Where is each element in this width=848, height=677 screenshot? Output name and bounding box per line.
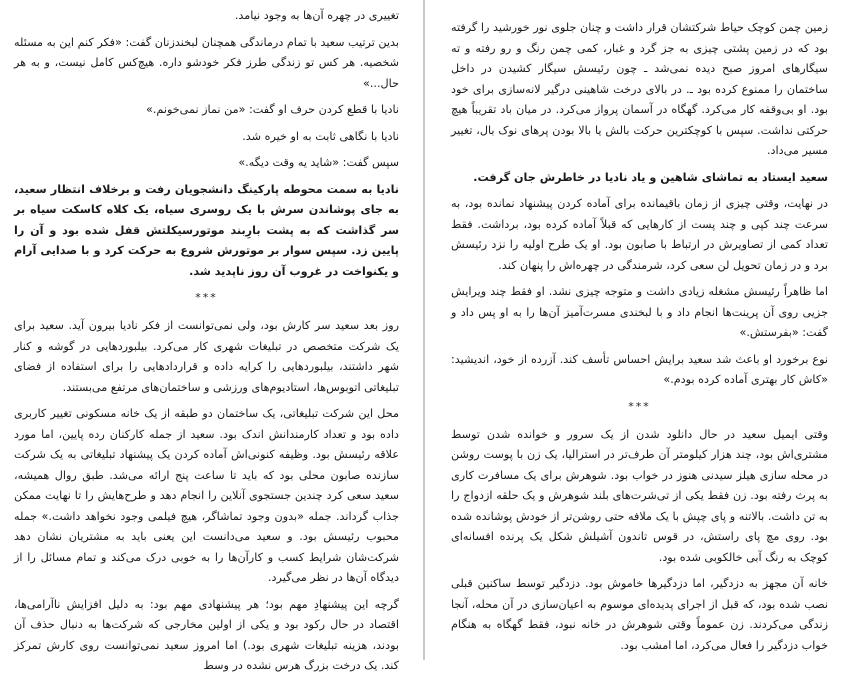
paragraph: نادیا با قطع کردن حرف او گفت: «من نماز نمی‌خونم.» (146, 103, 399, 116)
right-page (425, 0, 848, 660)
paragraph: نوع برخورد او باعث شد سعید برایش احساس تأسف کند. آزرده از خود، اندیشید: «کاش کار بهتری آماده کرده بودم.» (451, 352, 828, 386)
paragraph: روز بعد سعید سر کارش بود، ولی نمی‌توانست از فکر نادیا بیرون آید. سعید برای یک شرکت متخصص در تبلیغات شهری کار می‌کرد. بیلبوردهایی در گوشه و کنار شهر داشتند، بیلبوردهایی را کرایه داده و قراردادهایی را برای استفاده از فضای تبلیغاتی اتوبوس‌ها، استادیوم‌های ورزشی و ساختمان‌های مرتفع می‌بستند. (14, 319, 399, 394)
paragraph: وقتی ایمیل سعید در حال دانلود شدن از یک سرور و خوانده شدن توسط مشتری‌اش بود، چند هزار کیلومتر آن طرف‌تر در استرالیا، یک زن با پوست روشن در محله سازی هیلز سیدنی هنوز در خواب بود. شوهرش برای یک مسافرت کاری به پرث رفته بود. زن فقط یکی از تی‌شرت‌های بلند شوهرش و یک حلقه ازدواج را به تن داشت. بالاتنه و پای چپش با یک ملافه حتی روشن‌تر از خودش پوشانده شده بود. روی مچ پای راستش، در قوس تاندون آشیلش شکل یک پرنده افسانه‌ای کوچک به رنگ آبی خالکوبی شده بود. (451, 427, 828, 564)
paragraph: بدین ترتیب سعید با تمام درماندگی همچنان لبخندزنان گفت: «فکر کنم این به مسئله شخصیه. هر کس تو زندگی طرز فکر خودشو داره. هیچ‌کس کامل نیست، و به هر حال...» (14, 35, 399, 90)
paragraph: زمین چمن کوچک حیاط شرکتشان قرار داشت و چنان جلوی نور خورشید را گرفته بود که در زمین پشتی چیزی به جز گرد و غبار، کمی چمن رنگ و رو رفته و ته سیگارهای امروز صبح دیده نمی‌شد ـ چون رئیسش سیگار کشیدن در داخل ساختمان را ممنوع کرده بود ـ. در بالای درخت شاهینی درگیر لانه‌سازی برای خود بود. او بی‌وقفه کار می‌کرد. گهگاه در آسمان پرواز می‌کرد. در میان باد تقریباً هیچ حرکتی نداشت. سپس با کوچکترین حرکت بالش یا بالا بودن پرهای نوک بال، تغییر مسیر می‌داد. (451, 21, 828, 157)
paragraph: نادیا به سمت محوطه پارکینگ دانشجویان رفت و برخلاف انتظار سعید، به جای پوشاندن سرش با یک روسری سیاه، یک کلاه کاسکت سیاه بر سر گذاشت که به پشت بارِبند موتورسیکلتش قفل شده بود و آن را پایین زد. سپس سوار بر موتورش شروع به حرکت کرد و با صدایی آرام و یکنواخت در غروب آن روز ناپدید شد. (14, 182, 399, 278)
paragraph: نادیا با نگاهی ثابت به او خیره شد. (242, 129, 399, 143)
paragraph: گرچه این پیشنهادِ مهم بود؛ هر پیشنهادی مهم بود: به دلیل افزایش ناآرامی‌ها، اقتصاد در حال رکود بود و یکی از اولین مخارجی که شرکت‌ها به دنبال حذف آن بودند، هزینه تبلیغات شهری بود.) اما امروز سعید نمی‌توانست روی کارش تمرکز کند. یک درخت بزرگ هرس نشده در وسط (14, 597, 399, 672)
paragraph: اما ظاهراً رئیسش مشغله زیادی داشت و متوجه چیزی نشد. او فقط چند ویرایش جزیی روی آن پرینت‌ها انجام داد و با لبخندی مسرت‌آمیز آن‌ها را به او پس داد و گفت: «بفرستش.» (451, 285, 828, 339)
left-page (0, 0, 423, 672)
paragraph: محل این شرکت تبلیغاتی، یک ساختمان دو طبقه از یک خانه مسکونی تغییر کاربری داده بود و تعداد کارمندانش اندک بود. سعید از جمله کارکنان رده پایین، اما مورد علاقه رئیسش بود. وظیفه کنونی‌اش آماده کردن یک پیشنهاد تبلیغاتی به یک شرکت سازنده صابون محلی بود که باید تا ساعت پنج ارائه می‌شد. طبق روال همیشه، سعید سعی کرد چندین جستجوی آنلاین را انجام دهد و طرح‌هایش را تا نهایت ممکن جذاب گرداند. جمله «بدون وجود تماشاگر، هیچ فیلمی وجود نخواهد داشت.» جمله محبوب رئیسش بود. و سعید می‌دانست این یعنی باید به مشتریان نشان دهد شرکت‌شان شرایط کسب و کارآن‌ها را به خوبی درک می‌کند و تمام مسائل را از دیدگاه آن‌ها در نظر می‌گیرد. (14, 407, 399, 584)
paragraph: در نهایت، وقتی چیزی از زمان باقیمانده برای آماده کردن پیشنهاد نمانده بود، به سرعت چند کپی و چند پست از کارهایی که قبلاً آماده کرده بود، برداشت. فقط تعداد کمی از تصاویرش در ارتباط با صابون بود. او یک طرح اولیه را نزد رئیسش برد و در زمان تحویل لن سعی کرد، شرمندگی در چهره‌اش را پنهان کند. (451, 197, 828, 272)
section-separator: *** (628, 399, 651, 413)
section-separator: *** (195, 291, 218, 304)
paragraph: خانه آن مجهز به دزدگیر، اما دزدگیرها خاموش بود. دزدگیر توسط ساکنین قبلی نصب شده بود، که قبل از اجرای پدیده‌ای موسوم به اعیان‌سازی در آن محله، آنجا زندگی می‌کردند. زن عموماً وقتی شوهرش در خانه نبود، فقط گهگاه به هنگام خواب دزدگیر را فعال می‌کرد، اما امشب بود. (451, 577, 828, 652)
paragraph: تغییری در چهره آن‌ها به وجود نیامد. (234, 9, 399, 22)
paragraph: سپس گفت: «شاید یه وقت دیگه.» (238, 156, 399, 169)
paragraph: سعید ایستاد به تماشای شاهین و یاد نادیا در خاطرش جان گرفت. (473, 170, 828, 184)
